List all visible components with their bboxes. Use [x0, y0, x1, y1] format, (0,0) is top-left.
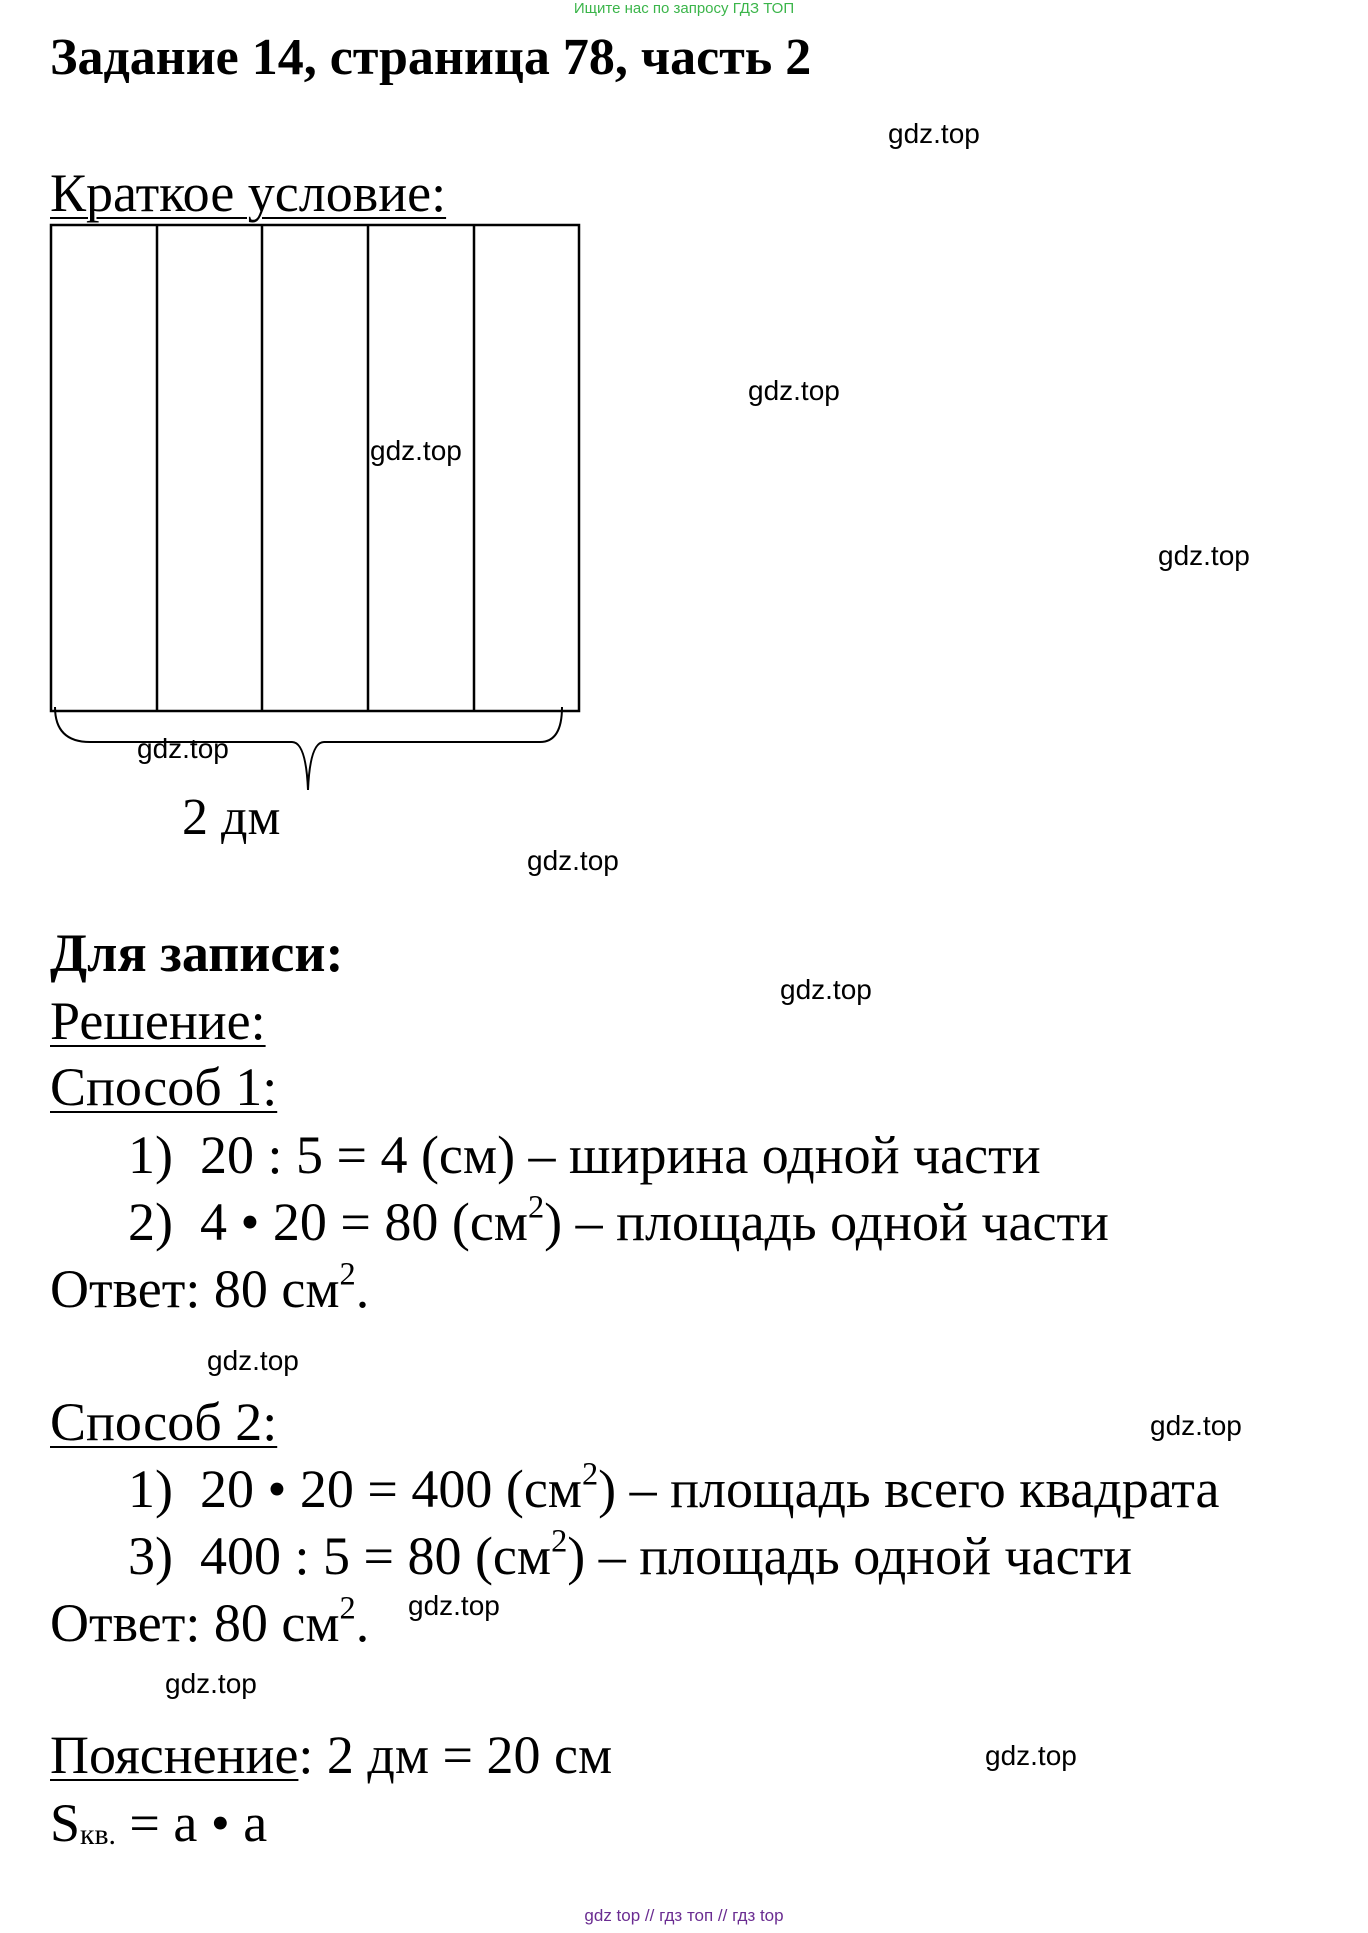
watermark: gdz.top — [207, 1345, 299, 1376]
brace — [55, 707, 562, 790]
watermark: gdz.top — [408, 1590, 500, 1621]
formula-subscript: кв. — [80, 1818, 116, 1851]
step-text: 20 : 5 = 4 (см) – ширина одной части — [199, 1125, 1041, 1185]
solution-label: Решение: — [50, 991, 266, 1051]
step-text: 4 • 20 = 80 (см — [199, 1192, 528, 1252]
page-title: Задание 14, страница 78, часть 2 — [50, 29, 812, 86]
answer-value: : 80 см — [185, 1259, 340, 1319]
record-heading: Для записи: — [50, 923, 344, 983]
watermark: gdz.top — [985, 1740, 1077, 1771]
watermark: gdz.top — [165, 1668, 257, 1699]
method1-step1 — [128, 1125, 1041, 1185]
answer-tail: . — [355, 1593, 370, 1653]
step-text: 400 : 5 = 80 (см — [199, 1526, 552, 1586]
step-number: 1) — [128, 1459, 173, 1519]
formula-symbol: S — [50, 1793, 81, 1853]
superscript: 2 — [527, 1189, 545, 1226]
condition-heading: Краткое условие: — [50, 163, 447, 223]
method2-answer — [50, 1590, 370, 1653]
explanation — [50, 1725, 613, 1785]
method1-answer — [50, 1256, 370, 1319]
square-diagram — [0, 0, 1368, 900]
footer-links: gdz top // гдз топ // гдз top — [584, 1906, 784, 1925]
square-outline — [51, 225, 579, 711]
watermark: gdz.top — [370, 435, 462, 466]
method1-label: Способ 1: — [50, 1057, 278, 1117]
top-banner: Ищите нас по запросу ГДЗ ТОП — [573, 0, 795, 17]
watermark: gdz.top — [780, 974, 872, 1005]
formula-rest: = a • a — [115, 1793, 268, 1853]
method1-step2 — [128, 1189, 1109, 1252]
answer-tail: . — [355, 1259, 370, 1319]
step-text-tail: ) – площадь одной части — [567, 1526, 1133, 1586]
step-number: 2) — [128, 1192, 173, 1252]
method2-label: Способ 2: — [50, 1392, 278, 1452]
watermark: gdz.top — [1158, 540, 1250, 571]
method2-step2 — [128, 1523, 1133, 1586]
step-number: 1) — [128, 1125, 173, 1185]
step-text-tail: ) – площадь одной части — [544, 1192, 1109, 1252]
step-text: 20 • 20 = 400 (см — [199, 1459, 582, 1519]
step-number: 3) — [128, 1526, 173, 1586]
step-text-tail: ) – площадь всего квадрата — [598, 1459, 1220, 1519]
explanation-label: Пояснение — [50, 1725, 299, 1785]
area-formula — [50, 1793, 268, 1853]
watermark: gdz.top — [527, 845, 619, 876]
superscript: 2 — [339, 1256, 356, 1293]
superscript: 2 — [551, 1523, 568, 1560]
method2-step1 — [128, 1456, 1220, 1519]
explanation-text: : 2 дм = 20 см — [298, 1725, 613, 1785]
watermark: gdz.top — [137, 733, 229, 764]
watermark: gdz.top — [1150, 1410, 1242, 1441]
answer-value: : 80 см — [185, 1593, 340, 1653]
superscript: 2 — [581, 1456, 599, 1493]
answer-label: Ответ — [50, 1593, 186, 1653]
watermark: gdz.top — [888, 118, 980, 149]
side-length-label: 2 дм — [182, 789, 281, 846]
superscript: 2 — [339, 1590, 356, 1627]
watermark: gdz.top — [748, 375, 840, 406]
answer-label: Ответ — [50, 1259, 186, 1319]
